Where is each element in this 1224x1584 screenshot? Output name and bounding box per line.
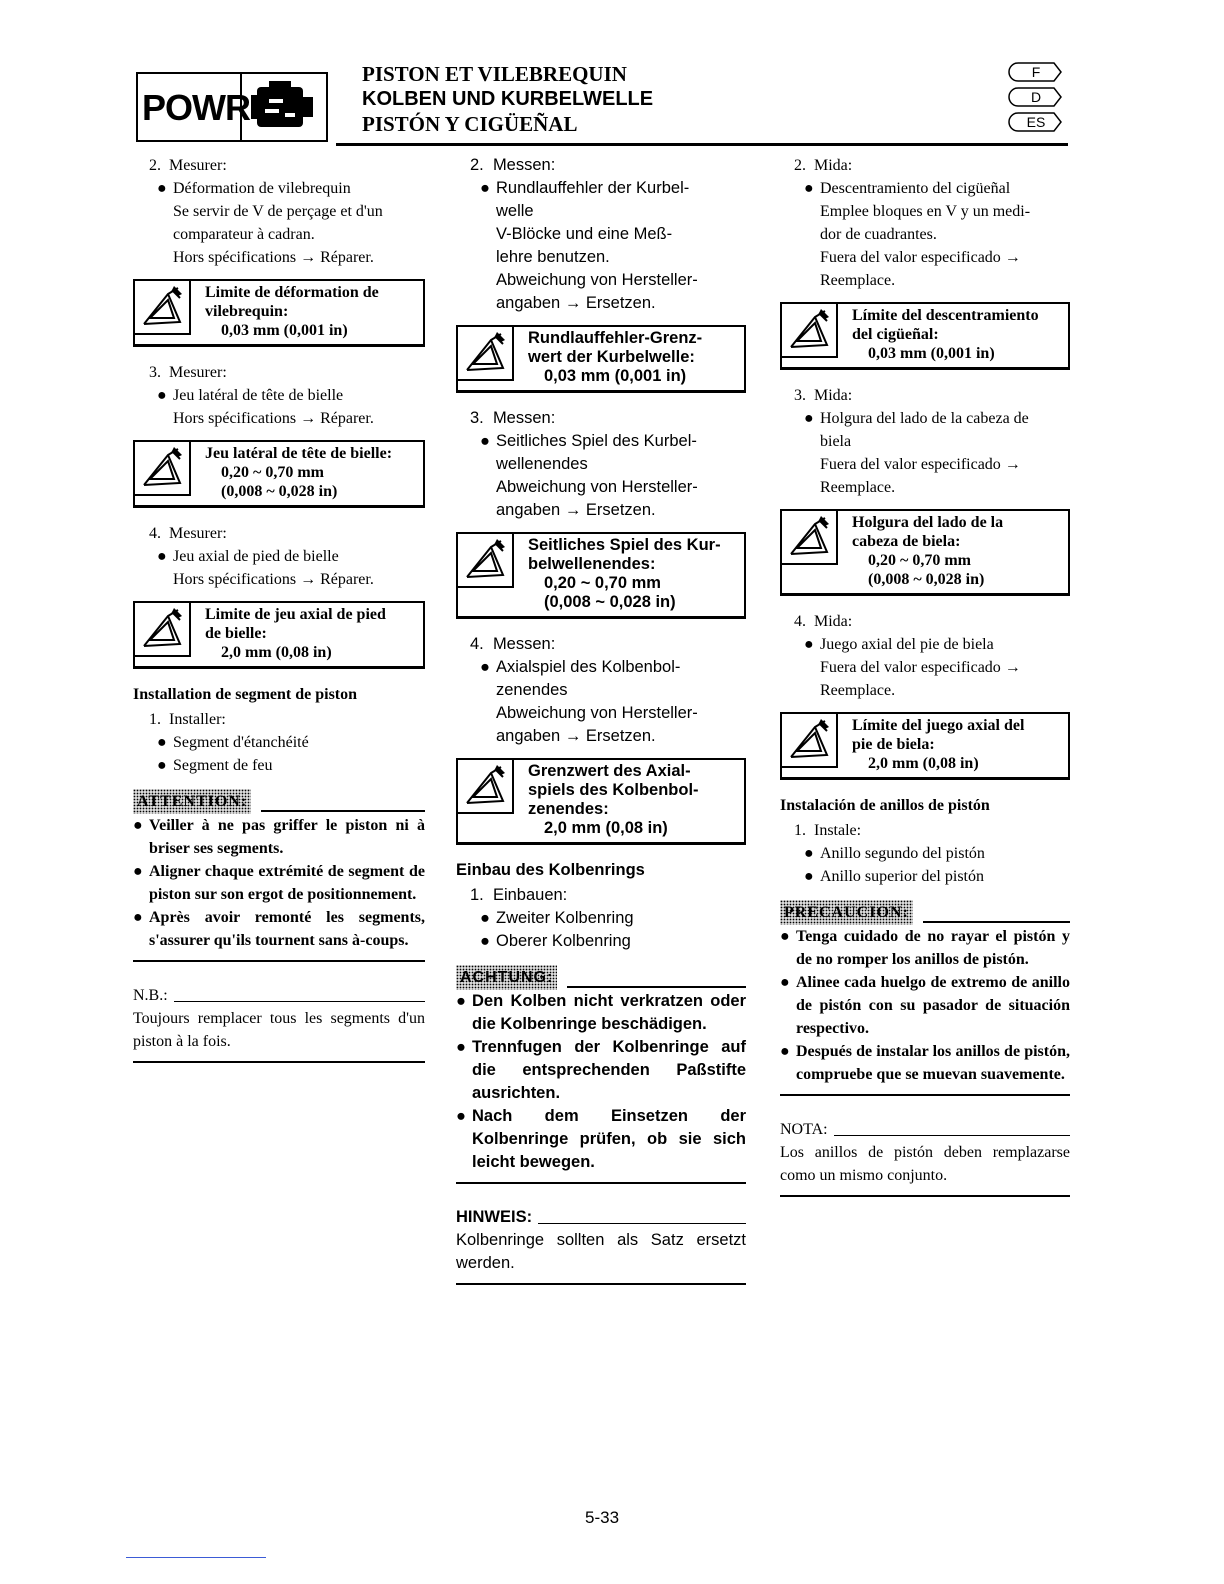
caliper-icon [782, 511, 838, 565]
section-title: Einbau des Kolbenrings [456, 861, 645, 879]
instruction-text: wellenendes [496, 455, 588, 473]
warning-item: ● Tenga cuidado de no rayar el pistón y de no romper los anillos de pistón. [780, 928, 1070, 968]
spec-box [780, 302, 1070, 370]
spec-label: Limite de déformation de [205, 284, 379, 301]
spec-value: 2,0 mm (0,08 in) [868, 755, 979, 772]
warning-item: ● Aligner chaque extrémité de segment de piston sur son ergot de positionnement. [133, 863, 425, 903]
note-end-rule [456, 1283, 746, 1285]
list-item: ● Jeu axial de pied de bielle [157, 548, 339, 565]
warning-item: ● Après avoir remonté les segments, s'assurer qu'ils tournent sans à-coups. [133, 909, 425, 949]
spec-label: belwellenendes: [528, 555, 656, 573]
spec-box [780, 509, 1070, 596]
lang-badge-es [1008, 112, 1062, 132]
instruction-text: V-Blöcke und eine Meß- [496, 225, 673, 243]
step-4: 4. Mesurer: [149, 525, 227, 542]
section-title: Instalación de anillos de pistón [780, 797, 990, 814]
instruction-text: Hors spécifications → Réparer. [173, 249, 374, 266]
spec-label: del cigüeñal: [852, 326, 939, 343]
spec-label: Límite del descentramiento [852, 307, 1039, 324]
instruction-text: Reemplace. [820, 272, 896, 289]
list-item: ● Segment de feu [157, 757, 273, 774]
install-step-1: 1. Instale: [794, 822, 862, 839]
instruction-text: welle [496, 202, 534, 220]
column-spanish [780, 152, 1070, 1197]
instruction-text: Hors spécifications → Réparer. [173, 410, 374, 427]
spec-value: 0,20 ~ 0,70 mm [221, 464, 324, 481]
install-step-1: 1. Installer: [149, 711, 226, 728]
note-end-rule [133, 1061, 425, 1063]
warning-item: ● Veiller à ne pas griffer le piston ni à briser ses segments. [133, 817, 425, 857]
note-header [780, 1118, 1070, 1141]
spec-label: de bielle: [205, 625, 267, 642]
spec-label: pie de biela: [852, 736, 935, 753]
section-end-rule [133, 960, 425, 962]
instruction-text: Fuera del valor especificado → [820, 249, 1021, 266]
step-2: 2. Mida: [794, 157, 853, 174]
note-rule [538, 1223, 746, 1225]
spec-label: Grenzwert des Axial- [528, 762, 691, 780]
step-4: 4. Mida: [794, 613, 853, 630]
header-rule [336, 143, 1068, 146]
warning-item: ● Después de instalar los anillos de pistón, compruebe que se muevan suavemente. [780, 1043, 1070, 1083]
note-label: HINWEIS: [456, 1208, 533, 1226]
caution-rule [567, 986, 746, 988]
spec-label: spiels des Kolbenbol- [528, 781, 699, 799]
caliper-icon [782, 714, 838, 768]
list-item: ● Holgura del lado de la cabeza de [804, 410, 1029, 427]
spec-label: Jeu latéral de tête de bielle: [205, 445, 393, 462]
powr-label: POWR [138, 74, 242, 140]
section-end-rule [780, 1094, 1070, 1096]
title-spanish: PISTÓN Y CIGÜEÑAL [362, 112, 578, 136]
caution-header [133, 789, 425, 814]
spec-value: 0,03 mm (0,001 in) [221, 322, 348, 339]
caliper-icon [135, 442, 191, 496]
list-item: ● Oberer Kolbenring [480, 932, 631, 950]
note-rule [834, 1135, 1070, 1137]
step-4: 4. Messen: [470, 635, 556, 653]
warning-item: ● Den Kolben nicht verkratzen oder die Kolbenringe beschädigen. [456, 992, 746, 1033]
instruction-text: Se servir de V de perçage et d'un [173, 203, 383, 220]
instruction-text: Reemplace. [820, 682, 896, 699]
spec-box [133, 279, 425, 347]
list-item: ● Seitliches Spiel des Kurbel- [480, 432, 697, 450]
instruction-text: lehre benutzen. [496, 248, 610, 266]
caliper-icon [135, 603, 191, 657]
caliper-icon [782, 304, 838, 358]
svg-text:F: F [1031, 64, 1041, 80]
spec-value: 0,20 ~ 0,70 mm [544, 574, 661, 592]
footer-rule [126, 1557, 266, 1558]
note-label: NOTA: [780, 1121, 828, 1138]
spec-box [133, 440, 425, 508]
list-item: ● Rundlauffehler der Kurbel- [480, 179, 690, 197]
list-item: ● Descentramiento del cigüeñal [804, 180, 1011, 197]
instruction-text: angaben → Ersetzen. [496, 727, 656, 745]
spec-value: 0,20 ~ 0,70 mm [868, 552, 971, 569]
caution-header [456, 965, 746, 990]
spec-value: 2,0 mm (0,08 in) [544, 819, 668, 837]
column-french [133, 152, 425, 1063]
list-item: ● Anillo superior del pistón [804, 868, 984, 885]
instruction-text: Abweichung von Hersteller- [496, 271, 698, 289]
step-3: 3. Mida: [794, 387, 853, 404]
instruction-text: angaben → Ersetzen. [496, 294, 656, 312]
spec-value: 0,03 mm (0,001 in) [544, 367, 687, 385]
list-item: ● Juego axial del pie de biela [804, 636, 994, 653]
section-end-rule [456, 1182, 746, 1184]
svg-text:ES: ES [1026, 114, 1046, 130]
spec-label: Rundlauffehler-Grenz- [528, 329, 703, 347]
spec-label: wert der Kurbelwelle: [528, 348, 695, 366]
spec-label: Seitliches Spiel des Kur- [528, 536, 721, 554]
caution-label: ACHTUNG: [456, 965, 557, 990]
instruction-text: Abweichung von Hersteller- [496, 478, 698, 496]
caution-label: ATTENTION: [133, 789, 251, 814]
spec-value: (0,008 ~ 0,028 in) [868, 571, 985, 588]
instruction-text: comparateur à cadran. [173, 226, 315, 243]
instruction-text: zenendes [496, 681, 568, 699]
svg-text:D: D [1030, 89, 1042, 105]
instruction-text: Abweichung von Hersteller- [496, 704, 698, 722]
list-item: ● Jeu latéral de tête de bielle [157, 387, 344, 404]
step-2: 2. Messen: [470, 156, 556, 174]
list-item: ● Anillo segundo del pistón [804, 845, 985, 862]
instruction-text: Hors spécifications → Réparer. [173, 571, 374, 588]
spec-label: Límite del juego axial del [852, 717, 1025, 734]
spec-value: (0,008 ~ 0,028 in) [544, 593, 676, 611]
spec-value: 0,03 mm (0,001 in) [868, 345, 995, 362]
note-header [456, 1206, 746, 1229]
spec-box [456, 758, 746, 845]
spec-box [456, 532, 746, 619]
note-label: N.B.: [133, 987, 168, 1004]
column-german [456, 152, 746, 1285]
list-item: ● Segment d'étanchéité [157, 734, 309, 751]
caution-label: PRECAUCION: [780, 900, 913, 925]
step-3: 3. Messen: [470, 409, 556, 427]
caution-rule [923, 921, 1070, 923]
instruction-text: angaben → Ersetzen. [496, 501, 656, 519]
note-end-rule [780, 1195, 1070, 1197]
caliper-icon [458, 760, 514, 814]
spec-box [456, 325, 746, 393]
page-titles [362, 62, 653, 137]
instruction-text: Fuera del valor especificado → [820, 659, 1021, 676]
spec-value: (0,008 ~ 0,028 in) [221, 483, 338, 500]
note-text: Toujours remplacer tous les segments d'un piston à la fois. [133, 1010, 425, 1050]
list-item: ● Axialspiel des Kolbenbol- [480, 658, 681, 676]
instruction-text: dor de cuadrantes. [820, 226, 937, 243]
instruction-text: Reemplace. [820, 479, 896, 496]
section-title: Installation de segment de piston [133, 686, 358, 703]
list-item: ● Zweiter Kolbenring [480, 909, 634, 927]
caution-rule [261, 810, 425, 812]
spec-box [780, 712, 1070, 780]
title-german: KOLBEN UND KURBELWELLE [362, 88, 654, 110]
spec-label: vilebrequin: [205, 303, 289, 320]
instruction-text: Emplee bloques en V y un medi- [820, 203, 1031, 220]
step-2: 2. Mesurer: [149, 157, 227, 174]
caliper-icon [458, 327, 514, 381]
step-3: 3. Mesurer: [149, 364, 227, 381]
install-step-1: 1. Einbauen: [470, 886, 568, 904]
language-badges [1008, 62, 1068, 137]
note-text: Los anillos de pistón deben remplazarse como un mismo conjunto. [780, 1144, 1070, 1184]
section-logo [136, 72, 328, 142]
spec-label: Limite de jeu axial de pied [205, 606, 386, 623]
engine-icon [242, 74, 326, 140]
caliper-icon [458, 534, 514, 588]
page-number: 5-33 [585, 1508, 620, 1527]
warning-item: ● Trennfugen der Kolbenringe auf die entsprechenden Paßstifte ausrichten. [456, 1038, 746, 1102]
title-french: PISTON ET VILEBREQUIN [362, 62, 627, 86]
warning-item: ● Nach dem Einsetzen der Kolbenringe prüfen, ob sie sich leicht bewegen. [456, 1107, 746, 1171]
note-rule [174, 1001, 425, 1003]
note-text: Kolbenringe sollten als Satz ersetzt werden. [456, 1231, 746, 1272]
note-header [133, 984, 425, 1007]
spec-value: 2,0 mm (0,08 in) [221, 644, 332, 661]
spec-label: cabeza de biela: [852, 533, 961, 550]
caution-header [780, 900, 1070, 925]
spec-label: zenendes: [528, 800, 609, 818]
list-item: ● Déformation de vilebrequin [157, 180, 351, 197]
spec-label: Holgura del lado de la [852, 514, 1004, 531]
caliper-icon [135, 281, 191, 335]
instruction-text: biela [820, 433, 852, 450]
lang-badge-f [1008, 62, 1062, 82]
spec-box [133, 601, 425, 669]
warning-item: ● Alinee cada huelgo de extremo de anillo de pistón con su pasador de situación respectivo. [780, 974, 1070, 1037]
instruction-text: Fuera del valor especificado → [820, 456, 1021, 473]
lang-badge-d [1008, 87, 1062, 107]
